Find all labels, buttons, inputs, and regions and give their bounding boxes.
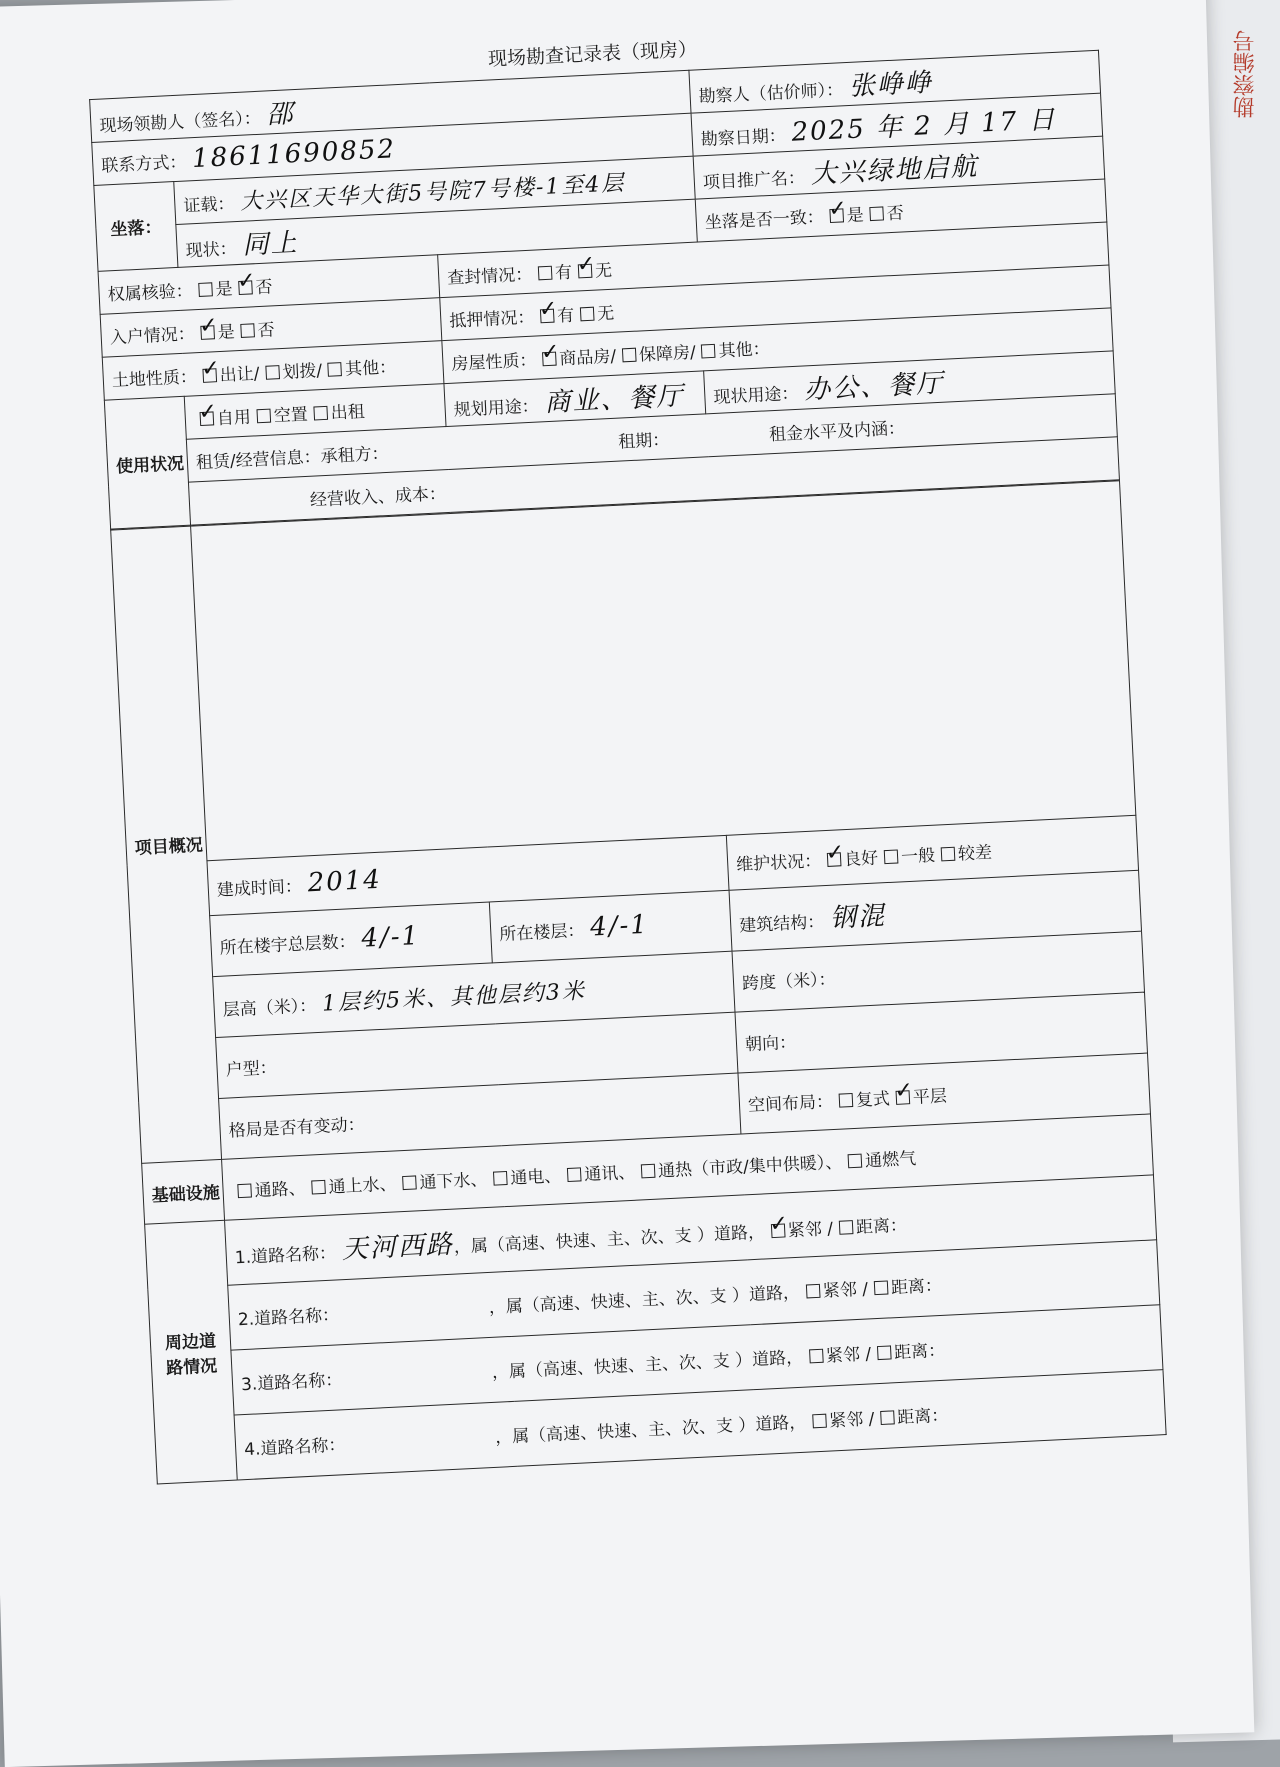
checkbox[interactable] xyxy=(578,263,593,278)
height-label: 层高（米）： xyxy=(222,995,317,1021)
ownership-label: 权属核验： xyxy=(107,280,194,305)
road-2-distance: 距离： xyxy=(890,1275,943,1298)
road-4-desc: ，属（高速、快速、主、次、支 ）道路， xyxy=(494,1412,807,1448)
entry-yes: 是 xyxy=(217,321,236,343)
ownership-no: 否 xyxy=(255,276,273,298)
space-duplex: 复式 xyxy=(855,1088,891,1111)
land-allocation: 划拨 xyxy=(281,360,317,383)
height-value: 1层约5米、其他层约3米 xyxy=(321,978,587,1017)
house-commercial: 商品房/ xyxy=(558,346,617,369)
project-table xyxy=(110,480,1167,1484)
road-1-adjacent: 紧邻 xyxy=(787,1219,823,1241)
space-label: 空间布局： xyxy=(747,1091,834,1116)
checkbox[interactable] xyxy=(812,1413,827,1428)
struct-label: 建筑结构： xyxy=(738,911,825,936)
checkbox[interactable] xyxy=(237,1183,252,1198)
planned-value: 商业、餐厅 xyxy=(543,380,686,418)
checkbox[interactable] xyxy=(540,308,555,323)
built-value: 2014 xyxy=(306,864,383,899)
income-label: 经营收入、成本： xyxy=(309,483,447,511)
checkbox[interactable] xyxy=(542,351,557,366)
layout-label: 户型： xyxy=(225,1057,278,1081)
house-type-label: 房屋性质： xyxy=(451,350,537,375)
struct-value: 钢混 xyxy=(829,900,887,934)
change-label: 格局是否有变动： xyxy=(228,1114,366,1141)
land-other: 其他： xyxy=(344,356,397,380)
checkbox[interactable] xyxy=(809,1348,824,1363)
checkbox[interactable] xyxy=(839,1220,854,1235)
house-affordable: 保障房/ xyxy=(638,342,697,366)
infra-gas: 通燃气 xyxy=(864,1148,917,1171)
checkbox[interactable] xyxy=(827,852,842,867)
usage-vacant: 空置 xyxy=(273,404,309,426)
checkbox[interactable] xyxy=(238,280,253,295)
leader-label: 现场领勘人（签名）： xyxy=(98,108,262,137)
checkbox[interactable] xyxy=(839,1092,854,1107)
maint-good: 良好 xyxy=(843,847,879,870)
checkbox[interactable] xyxy=(941,846,956,861)
mortgage-yes: 有 xyxy=(556,305,575,326)
project-label: 项目概况 xyxy=(111,526,222,1163)
contact-label: 联系方式： xyxy=(100,152,187,177)
floors-label: 所在楼宇总层数： xyxy=(219,932,357,959)
floor-label: 所在楼层： xyxy=(498,920,585,946)
road-1-label: 1.道路名称： xyxy=(234,1242,337,1268)
house-other: 其他： xyxy=(718,338,771,362)
current-use-value: 办公、餐厅 xyxy=(803,368,945,405)
mortgage-no: 无 xyxy=(596,303,615,325)
checkbox[interactable] xyxy=(538,265,553,280)
checkbox[interactable] xyxy=(265,365,280,380)
seal-label: 查封情况： xyxy=(446,264,533,289)
planned-label: 规划用途： xyxy=(453,396,540,421)
road-2-label: 2.道路名称： xyxy=(237,1304,340,1330)
road-1-distance: 距离： xyxy=(855,1215,908,1238)
date-value: 2025 年 2 月 17 日 xyxy=(790,104,1058,148)
road-3-sep: / xyxy=(864,1343,872,1365)
orient-label: 朝向： xyxy=(744,1032,797,1055)
checkbox[interactable] xyxy=(848,1153,863,1168)
survey-form xyxy=(87,10,1166,1485)
land-grant: 出让/ xyxy=(219,363,260,386)
lessee-label: 租赁/经营信息：承租方： xyxy=(195,443,389,473)
maint-label: 维护状况： xyxy=(735,850,822,875)
actual-value: 同上 xyxy=(241,227,300,261)
usage-rent: 出租 xyxy=(330,401,366,424)
surveyor-signature: 张峥峥 xyxy=(848,67,934,102)
land-sep: / xyxy=(315,360,323,381)
road-4-adjacent: 紧邻 xyxy=(828,1409,864,1432)
usage-label: 使用状况 xyxy=(104,396,190,529)
checkbox[interactable] xyxy=(200,325,215,340)
project-notes-area[interactable] xyxy=(191,481,1136,861)
road-3-adjacent: 紧邻 xyxy=(825,1344,861,1367)
checkbox[interactable] xyxy=(567,1167,582,1182)
roads-label: 周边道路情况 xyxy=(145,1220,238,1484)
infra-telecom: 通讯、 xyxy=(583,1162,636,1185)
space-flat: 平层 xyxy=(912,1085,948,1108)
checkbox[interactable] xyxy=(805,1283,820,1298)
maint-fair: 一般 xyxy=(900,845,936,867)
promo-label: 项目推广名： xyxy=(702,167,806,193)
road-4-sep: / xyxy=(868,1408,875,1430)
infra-water-out: 通下水、 xyxy=(418,1169,488,1193)
entry-no: 否 xyxy=(257,319,276,341)
road-2-sep: / xyxy=(861,1278,869,1300)
ownership-yes: 是 xyxy=(215,278,234,300)
infra-power: 通电、 xyxy=(509,1165,562,1189)
checkbox[interactable] xyxy=(895,1090,910,1105)
road-3-desc: ，属（高速、快速、主、次、支 ）道路， xyxy=(491,1347,804,1383)
floors-value: 4/-1 xyxy=(360,920,421,954)
checkbox[interactable] xyxy=(493,1170,508,1185)
contact-value: 18611690852 xyxy=(191,134,397,175)
usage-self: 自用 xyxy=(216,407,252,429)
infra-road: 通路、 xyxy=(254,1178,307,1201)
actual-label: 现状： xyxy=(185,238,238,262)
promo-value: 大兴绿地启航 xyxy=(809,151,980,190)
location-label: 坐落： xyxy=(94,182,178,272)
surveyor-label: 勘察人（估价师）： xyxy=(698,79,844,107)
checkbox[interactable] xyxy=(198,282,213,297)
checkbox[interactable] xyxy=(877,1345,892,1360)
road-3-label: 3.道路名称： xyxy=(240,1369,343,1395)
lease-label: 租期： xyxy=(617,429,670,453)
checkbox[interactable] xyxy=(884,849,899,864)
road-2-desc: ，属（高速、快速、主、次、支 ）道路， xyxy=(488,1282,801,1318)
checkbox[interactable] xyxy=(202,368,217,383)
road-4-label: 4.道路名称： xyxy=(243,1434,346,1460)
cert-label: 证载： xyxy=(182,193,235,217)
road-3-distance: 距离： xyxy=(893,1340,946,1363)
checkbox[interactable] xyxy=(240,323,255,338)
maint-poor: 较差 xyxy=(957,842,993,865)
road-1-value: 天河西路 xyxy=(341,1229,455,1265)
checkbox[interactable] xyxy=(622,347,637,362)
infra-heating: 通热（市政/集中供暖）、 xyxy=(657,1152,843,1182)
date-label: 勘察日期： xyxy=(700,125,787,150)
checkbox[interactable] xyxy=(313,405,328,420)
built-label: 建成时间： xyxy=(216,876,303,901)
cert-value: 大兴区天华大街5号院7号楼-1至4层 xyxy=(239,170,626,215)
checkbox[interactable] xyxy=(880,1410,895,1425)
checkbox[interactable] xyxy=(869,206,884,221)
rent-label: 租金水平及内涵： xyxy=(768,418,906,445)
leader-signature: 邵 xyxy=(265,98,296,130)
checkbox[interactable] xyxy=(874,1280,889,1295)
road-4-distance: 距离： xyxy=(896,1405,949,1428)
mortgage-label: 抵押情况： xyxy=(448,307,535,332)
form-title: 现场勘查记录表（现房） xyxy=(487,38,698,71)
checkbox[interactable] xyxy=(200,411,215,426)
match-yes: 是 xyxy=(846,204,865,226)
land-label: 土地性质： xyxy=(111,366,198,391)
match-label: 坐落是否一致： xyxy=(704,206,825,233)
infra-water-in: 通上水、 xyxy=(328,1173,397,1198)
span-label: 跨度（米）： xyxy=(741,969,836,994)
checkbox[interactable] xyxy=(256,408,271,423)
form-table xyxy=(89,50,1120,530)
infra-label: 基础设施 xyxy=(142,1159,225,1224)
edge-stamp-text: 勘察编号 xyxy=(1233,30,1258,118)
entry-label: 入户情况： xyxy=(109,323,196,348)
checkbox[interactable] xyxy=(328,362,343,377)
road-1-sep: / xyxy=(826,1218,834,1239)
seal-yes: 有 xyxy=(554,262,573,284)
checkbox[interactable] xyxy=(311,1179,326,1194)
road-1-desc: ，属（高速、快速、主、次、支 ）道路， xyxy=(453,1221,766,1258)
match-no: 否 xyxy=(886,202,905,224)
floor-value: 4/-1 xyxy=(589,909,650,943)
checkbox[interactable] xyxy=(580,306,595,321)
checkbox[interactable] xyxy=(771,1223,786,1238)
checkbox[interactable] xyxy=(641,1163,656,1178)
seal-no: 无 xyxy=(594,260,613,282)
road-2-adjacent: 紧邻 xyxy=(822,1279,858,1302)
checkbox[interactable] xyxy=(402,1175,417,1190)
checkbox[interactable] xyxy=(829,208,844,223)
checkbox[interactable] xyxy=(701,343,716,358)
current-use-label: 现状用途： xyxy=(712,383,799,408)
